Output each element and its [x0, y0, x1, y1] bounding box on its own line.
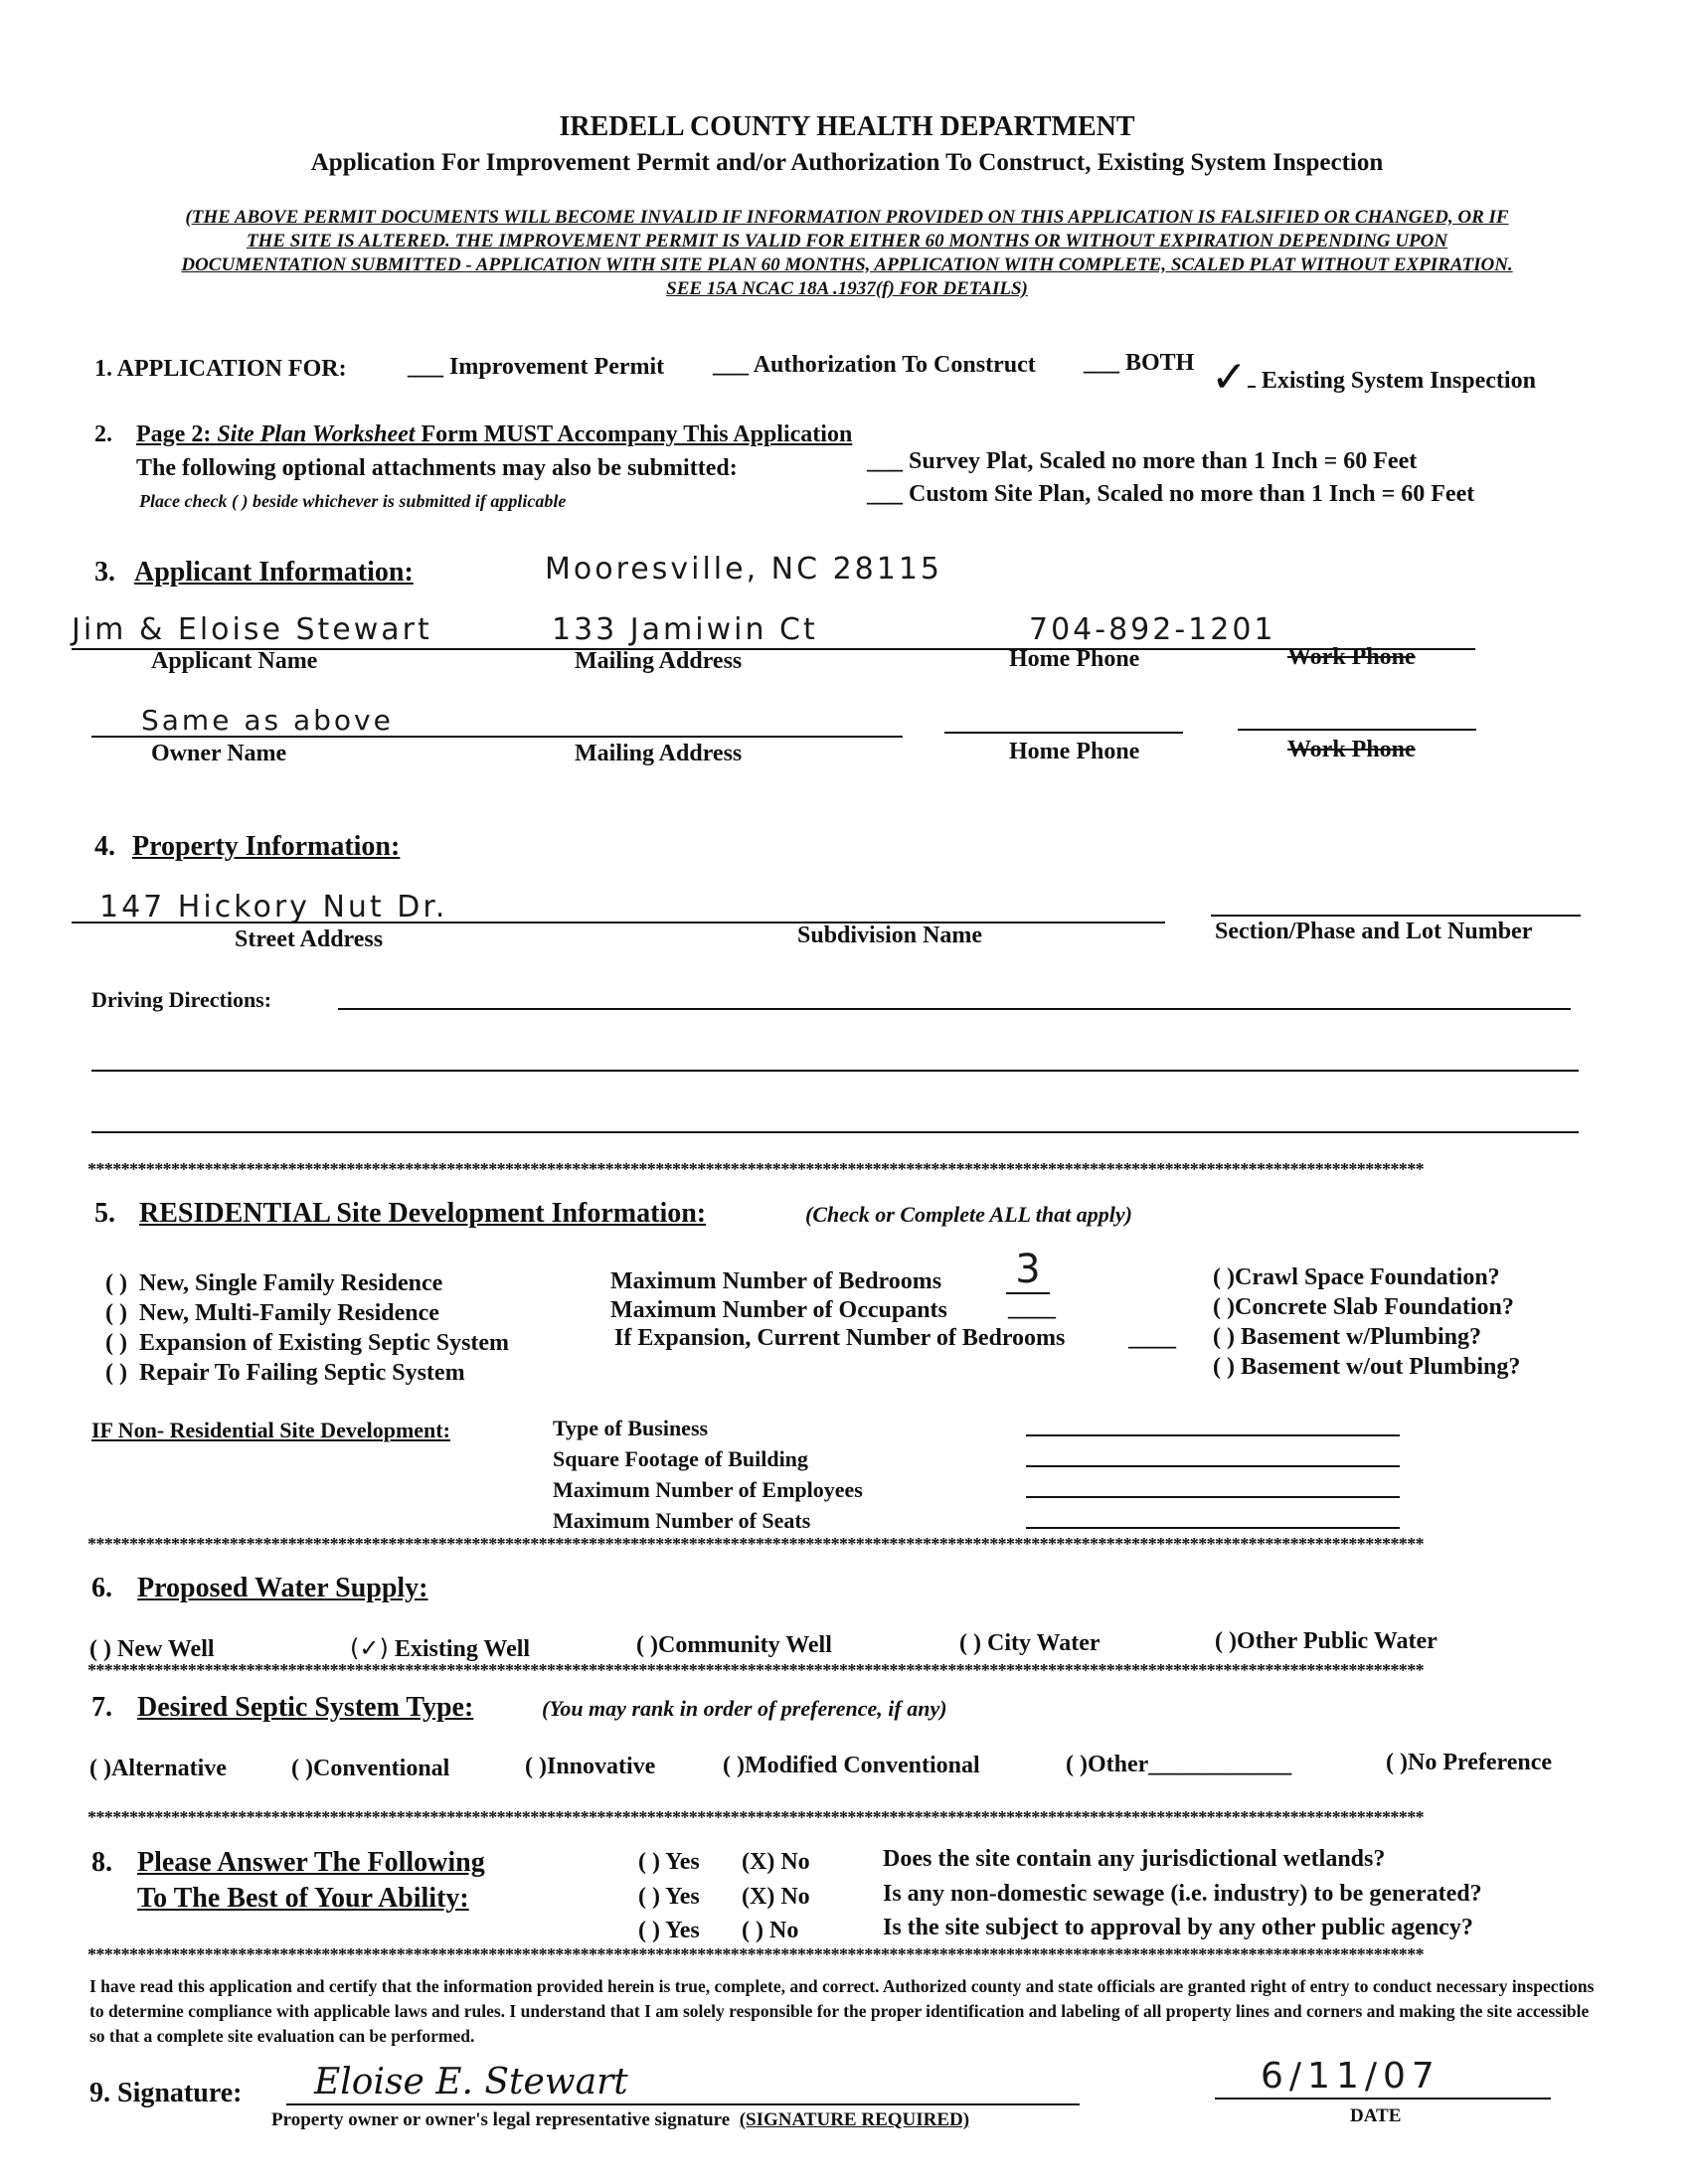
q1-no-checked[interactable]: (X) No [742, 1849, 810, 1875]
type-single-family[interactable]: ( ) New, Single Family Residence [105, 1270, 443, 1296]
checkbox-blank[interactable]: ( ) [636, 1632, 658, 1658]
street-subdivision-underline [72, 922, 1165, 924]
septic-no-preference[interactable]: ( )No Preference [1386, 1750, 1553, 1775]
work-phone-label: Work Phone [1287, 644, 1416, 670]
section-number: 7. [91, 1692, 112, 1723]
owner-name-field[interactable]: Same as above [141, 704, 394, 737]
checkbox-blank[interactable]: ( ) [89, 1756, 111, 1781]
checkbox-blank[interactable]: ( ) [105, 1300, 127, 1326]
water-community-well[interactable]: ( )Community Well [636, 1632, 832, 1658]
q2-yes[interactable]: ( ) Yes [638, 1884, 700, 1910]
q1-yes[interactable]: ( ) Yes [638, 1849, 700, 1875]
water-new-well[interactable]: ( ) New Well [89, 1636, 215, 1662]
type-expansion[interactable]: ( ) Expansion of Existing Septic System [105, 1330, 510, 1356]
signature-caption: Property owner or owner's legal representative signature (SIGNATURE REQUIRED) [271, 2109, 970, 2130]
option-both[interactable]: ___ BOTH [1084, 350, 1195, 376]
checkbox-blank[interactable]: ( ) [1215, 1628, 1237, 1654]
foundation-crawl-space[interactable]: ( )Crawl Space Foundation? [1213, 1264, 1500, 1290]
signature-underline [286, 2103, 1080, 2105]
attachment-survey-plat[interactable]: ___ Survey Plat, Scaled no more than 1 Inch = 60 Feet [867, 448, 1418, 474]
type-of-business-label: Type of Business [553, 1416, 709, 1440]
septic-modified-conventional[interactable]: ( )Modified Conventional [723, 1753, 980, 1778]
septic-conventional[interactable]: ( )Conventional [291, 1756, 450, 1781]
form-title: IREDELL COUNTY HEALTH DEPARTMENT [559, 111, 1135, 142]
option-existing-system-inspection[interactable]: ✓ Existing System Inspection [1211, 352, 1536, 403]
driving-directions-field-3[interactable] [91, 1131, 1579, 1133]
signature-field[interactable]: Eloise E. Stewart [314, 2062, 628, 2102]
checkmark-icon[interactable]: ✓ [1211, 352, 1248, 403]
lot-number-field[interactable] [1211, 915, 1581, 917]
square-footage-label: Square Footage of Building [553, 1446, 808, 1471]
section-number: 5. [94, 1198, 115, 1229]
certification-text: I have read this application and certify that the information provided herein is true, complete, and correct. Authorized county and state officials are granted right of entry to conduct necessary inspections to determine compliance with applicable laws and rules. I understand that I am solely responsible for the proper identification and labeling of all property lines and corners and making the site accessible so that a complete site evaluation can be performed. [89, 1976, 1595, 2046]
type-of-business-field[interactable] [1026, 1434, 1400, 1436]
water-other-public[interactable]: ( )Other Public Water [1215, 1628, 1438, 1654]
max-employees-field[interactable] [1026, 1496, 1400, 1498]
foundation-concrete-slab[interactable]: ( )Concrete Slab Foundation? [1213, 1294, 1514, 1320]
non-residential-heading: IF Non- Residential Site Development: [91, 1418, 450, 1442]
questions-heading-line-1: Please Answer The Following [137, 1847, 485, 1878]
disclaimer-line-3: DOCUMENTATION SUBMITTED - APPLICATION WITH SITE PLAN 60 MONTHS, APPLICATION WITH COMPLETE, SCALED PLAT WITHOUT EXPIRATION. [181, 254, 1513, 275]
driving-directions-label: Driving Directions: [91, 987, 272, 1012]
septic-other[interactable]: ( )Other____________ [1066, 1752, 1292, 1777]
current-bedrooms-label: If Expansion, Current Number of Bedrooms [614, 1325, 1066, 1351]
applicant-home-phone-field[interactable]: 704-892-1201 [1029, 612, 1276, 647]
water-city-water[interactable]: ( ) City Water [959, 1630, 1101, 1656]
section-number: 3. [94, 557, 115, 588]
checkbox-blank[interactable]: ( ) [525, 1754, 547, 1779]
checkbox-blank[interactable]: ( ) [1066, 1752, 1088, 1777]
questions-heading-line-2: To The Best of Your Ability: [137, 1883, 469, 1914]
square-footage-field[interactable] [1026, 1465, 1400, 1467]
applicant-city-value[interactable]: Mooresville, NC 28115 [545, 552, 943, 587]
street-address-label: Street Address [235, 926, 384, 952]
applicant-name-label: Applicant Name [151, 648, 318, 674]
type-repair[interactable]: ( ) Repair To Failing Septic System [105, 1360, 465, 1386]
attachment-custom-site-plan[interactable]: ___ Custom Site Plan, Scaled no more than 1 Inch = 60 Feet [867, 481, 1475, 507]
section-number: 6. [91, 1573, 112, 1603]
checkbox-blank[interactable]: ( ) [1213, 1294, 1235, 1320]
section-number: 2. [94, 421, 112, 447]
date-underline [1215, 2098, 1551, 2100]
applicant-name-field[interactable]: Jim & Eloise Stewart [72, 612, 432, 647]
water-existing-well[interactable]: (✓) Existing Well [350, 1634, 531, 1662]
optional-attachments-text: The following optional attachments may also be submitted: [136, 455, 738, 481]
residential-note: (Check or Complete ALL that apply) [805, 1202, 1132, 1227]
q3-yes[interactable]: ( ) Yes [638, 1918, 700, 1943]
type-multi-family[interactable]: ( ) New, Multi-Family Residence [105, 1300, 439, 1326]
basement-with-plumbing[interactable]: ( ) Basement w/Plumbing? [1213, 1324, 1481, 1350]
current-bedrooms-field[interactable]: ____ [1128, 1325, 1176, 1351]
septic-type-note: (You may rank in order of preference, if any) [542, 1696, 947, 1721]
max-employees-label: Maximum Number of Employees [553, 1477, 863, 1502]
divider-stars: **************************************************************************************************************************************************************** [87, 1660, 1425, 1680]
water-supply-heading: Proposed Water Supply: [137, 1573, 428, 1603]
subdivision-name-label: Subdivision Name [797, 923, 983, 948]
checkbox-blank[interactable]: ___ [867, 448, 903, 474]
site-plan-heading: Page 2: Site Plan Worksheet Form MUST Accompany This Application [136, 421, 853, 447]
septic-innovative[interactable]: ( )Innovative [525, 1754, 656, 1779]
checkmark-icon[interactable]: (✓) [350, 1634, 389, 1662]
owner-home-phone-label: Home Phone [1009, 739, 1140, 764]
checkbox-blank[interactable]: ( ) [1213, 1354, 1235, 1380]
place-check-note: Place check ( ) beside whichever is submitted if applicable [139, 491, 567, 511]
applicant-info-heading: Applicant Information: [134, 557, 414, 588]
checkbox-blank[interactable]: ( ) [105, 1360, 127, 1386]
option-authorization-to-construct[interactable]: ___ Authorization To Construct [713, 352, 1036, 378]
lot-number-label: Section/Phase and Lot Number [1215, 919, 1533, 944]
owner-work-phone-label: Work Phone [1287, 737, 1416, 762]
checkbox-blank[interactable]: ___ [1084, 350, 1119, 376]
option-improvement-permit[interactable]: ___ Improvement Permit [408, 354, 665, 380]
checkbox-blank[interactable]: ( ) [959, 1630, 981, 1656]
mailing-address-label: Mailing Address [575, 648, 743, 674]
divider-stars: **************************************************************************************************************************************************************** [87, 1534, 1425, 1554]
property-info-heading: Property Information: [132, 831, 401, 862]
date-field[interactable]: 6/11/07 [1261, 2056, 1440, 2097]
form-subtitle: Application For Improvement Permit and/or Authorization To Construct, Existing System Inspection [310, 149, 1384, 176]
disclaimer-line-1: (THE ABOVE PERMIT DOCUMENTS WILL BECOME INVALID IF INFORMATION PROVIDED ON THIS APPLICATION IS FALSIFIED OR CHANGED, OR IF [185, 207, 1509, 228]
checkbox-blank[interactable]: ( ) [89, 1636, 111, 1662]
checkbox-blank[interactable]: ( ) [1213, 1324, 1235, 1350]
checkbox-blank[interactable]: ___ [408, 354, 443, 380]
basement-without-plumbing[interactable]: ( ) Basement w/out Plumbing? [1213, 1354, 1521, 1380]
checkbox-blank[interactable]: ( ) [105, 1330, 127, 1356]
max-seats-label: Maximum Number of Seats [553, 1508, 811, 1533]
checkbox-blank[interactable]: ___ [713, 352, 749, 378]
driving-directions-field-1[interactable] [338, 1008, 1571, 1010]
max-seats-field[interactable] [1026, 1527, 1400, 1529]
owner-underline [91, 736, 903, 738]
divider-stars: **************************************************************************************************************************************************************** [87, 1807, 1425, 1827]
divider-stars: **************************************************************************************************************************************************************** [87, 1159, 1425, 1179]
checkbox-blank[interactable]: ___ [867, 481, 903, 507]
max-bedrooms-label: Maximum Number of Bedrooms [610, 1268, 942, 1294]
owner-mailing-address-label: Mailing Address [575, 741, 743, 766]
residential-heading: RESIDENTIAL Site Development Information: [139, 1198, 707, 1229]
q3-no[interactable]: ( ) No [742, 1918, 799, 1943]
septic-type-heading: Desired Septic System Type: [137, 1692, 474, 1723]
owner-name-label: Owner Name [151, 741, 287, 766]
disclaimer-line-4: SEE 15A NCAC 18A .1937(f) FOR DETAILS) [666, 278, 1028, 299]
owner-work-phone-field[interactable] [1238, 729, 1476, 731]
section-number: 8. [91, 1847, 112, 1878]
signature-label: 9. Signature: [89, 2078, 243, 2108]
q1-text: Does the site contain any jurisdictional wetlands? [883, 1846, 1386, 1872]
checkbox-blank[interactable]: ( ) [105, 1270, 127, 1296]
owner-home-phone-field[interactable] [944, 732, 1183, 734]
section-number: 4. [94, 831, 115, 862]
applicant-address-field[interactable]: 133 Jamiwin Ct [552, 612, 818, 647]
disclaimer-line-2: THE SITE IS ALTERED. THE IMPROVEMENT PERMIT IS VALID FOR EITHER 60 MONTHS OR WITHOUT EXPIRATION DEPENDING UPON [246, 231, 1448, 252]
divider-stars: **************************************************************************************************************************************************************** [87, 1944, 1425, 1964]
application-for-label: 1. APPLICATION FOR: [94, 356, 347, 382]
max-bedrooms-field[interactable]: 3 [1006, 1247, 1050, 1294]
max-occupants-label: Maximum Number of Occupants [610, 1297, 947, 1323]
septic-alternative[interactable]: ( )Alternative [89, 1756, 227, 1781]
home-phone-label: Home Phone [1009, 646, 1140, 672]
checkbox-blank[interactable]: ( ) [291, 1756, 313, 1781]
checkbox-blank[interactable]: ( ) [1213, 1264, 1235, 1290]
date-label: DATE [1350, 2105, 1402, 2126]
driving-directions-field-2[interactable] [91, 1070, 1579, 1072]
q2-text: Is any non-domestic sewage (i.e. industry) to be generated? [883, 1881, 1482, 1907]
q2-no-checked[interactable]: (X) No [742, 1884, 810, 1910]
checkbox-blank[interactable]: ( ) [1386, 1750, 1408, 1775]
street-address-field[interactable]: 147 Hickory Nut Dr. [99, 890, 448, 924]
q3-text: Is the site subject to approval by any other public agency? [883, 1915, 1473, 1940]
checkbox-blank[interactable]: ( ) [723, 1753, 745, 1778]
max-occupants-field[interactable]: ____ [1008, 1295, 1056, 1321]
